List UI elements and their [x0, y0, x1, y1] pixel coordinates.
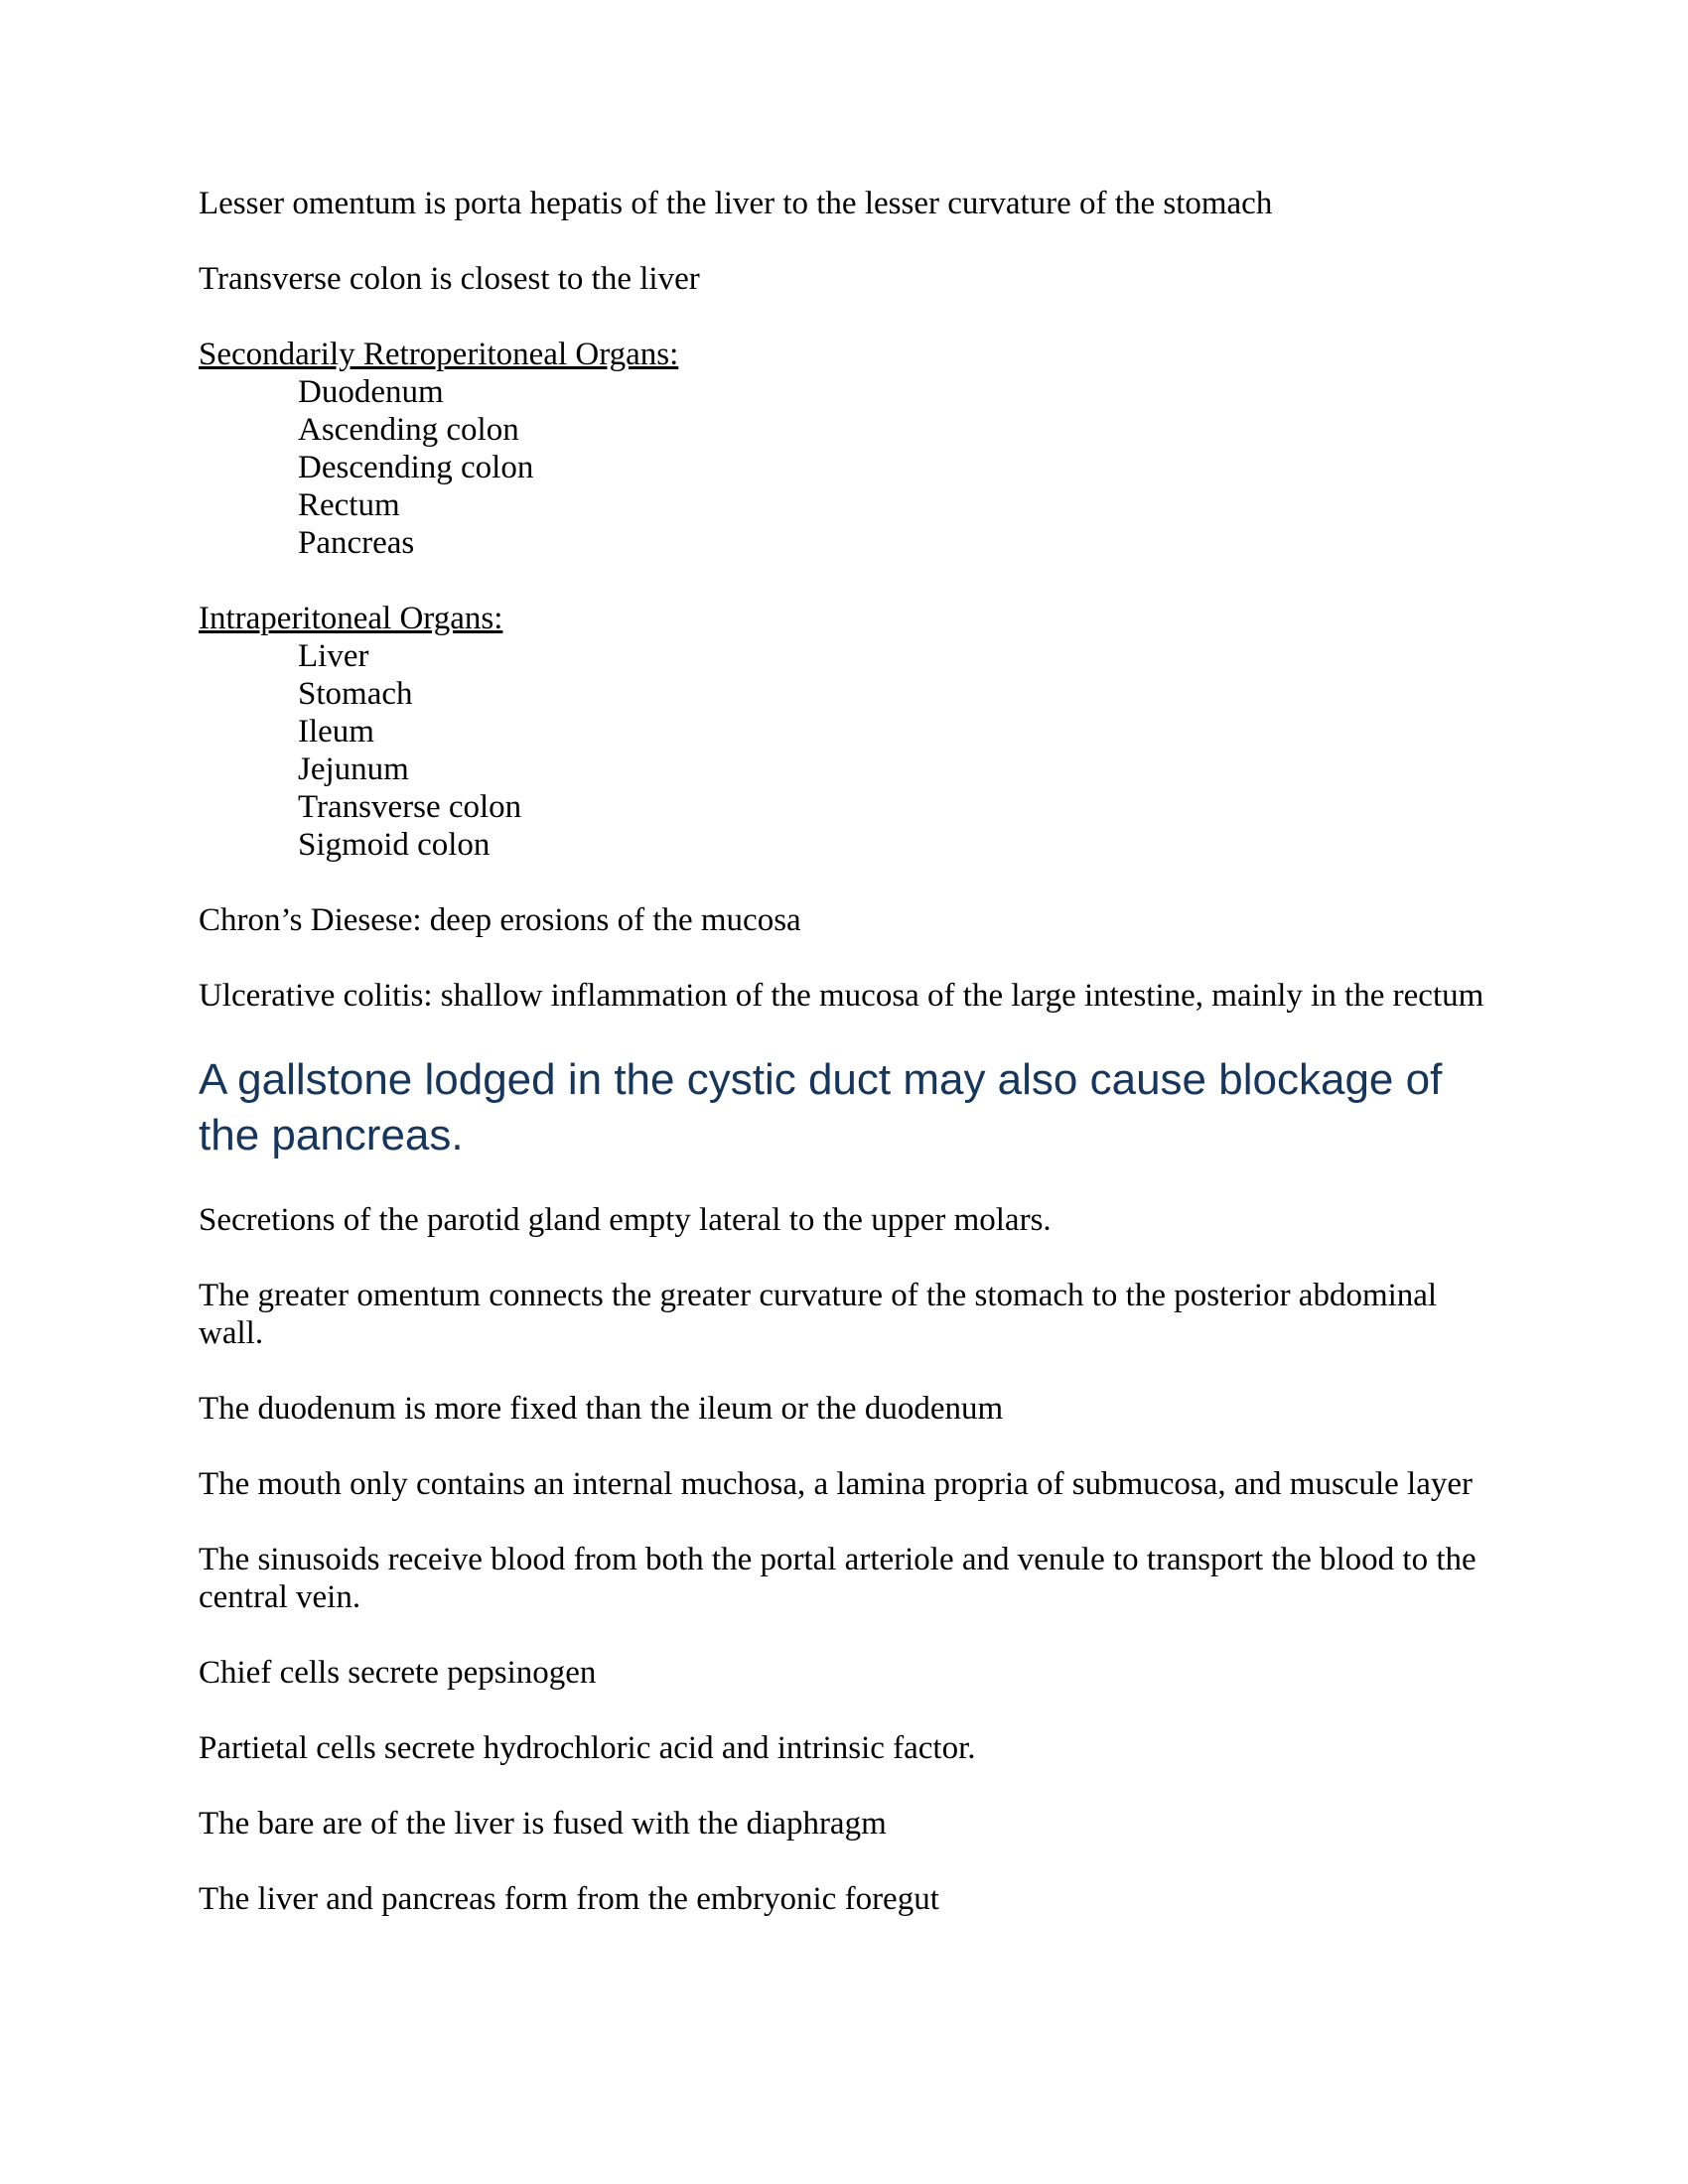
- note-greater-omentum: The greater omentum connects the greater curvature of the stomach to the posterior abdominal wall.: [199, 1278, 1438, 1351]
- note-foregut: The liver and pancreas form from the embryonic foregut: [199, 1881, 939, 1917]
- note-duodenum-fixed: The duodenum is more fixed than the ileum or the duodenum: [199, 1391, 1004, 1427]
- note-chrons-disease: Chron’s Diesese: deep erosions of the mucosa: [199, 902, 801, 938]
- list-item: Rectum: [298, 487, 400, 523]
- note-parotid-gland: Secretions of the parotid gland empty lateral to the upper molars.: [199, 1202, 1052, 1238]
- note-bare-area: The bare are of the liver is fused with the diaphragm: [199, 1806, 887, 1842]
- note-ulcerative-colitis: Ulcerative colitis: shallow inflammation of the mucosa of the large intestine, mainly in the rectum: [199, 978, 1484, 1014]
- list-item: Ileum: [298, 714, 374, 750]
- note-sinusoids: The sinusoids receive blood from both the portal arteriole and venule to transport the blood to the central vein.: [199, 1542, 1477, 1615]
- list-item: Descending colon: [298, 450, 534, 485]
- intraperitoneal-list: [199, 637, 1489, 864]
- secondarily-retroperitoneal-list: [199, 373, 1489, 562]
- list-item: Sigmoid colon: [298, 827, 491, 863]
- gallstone-heading: A gallstone lodged in the cystic duct may also cause blockage of the pancreas.: [199, 1055, 1443, 1160]
- list-item: Liver: [298, 638, 369, 674]
- note-mouth-layers: The mouth only contains an internal muchosa, a lamina propria of submucosa, and muscule layer: [199, 1466, 1473, 1502]
- list-item: Pancreas: [298, 525, 415, 561]
- list-item: Transverse colon: [298, 789, 522, 825]
- note-parietal-cells: Partietal cells secrete hydrochloric acid and intrinsic factor.: [199, 1730, 976, 1766]
- note-chief-cells: Chief cells secrete pepsinogen: [199, 1655, 597, 1691]
- list-item: Ascending colon: [298, 412, 519, 448]
- section-intraperitoneal: [199, 600, 1489, 864]
- list-item: Duodenum: [298, 374, 444, 410]
- list-item: Jejunum: [298, 751, 409, 787]
- secondarily-retroperitoneal-title: Secondarily Retroperitoneal Organs:: [199, 337, 679, 372]
- list-item: Stomach: [298, 676, 413, 712]
- section-secondarily-retroperitoneal: [199, 336, 1489, 562]
- note-transverse-colon: Transverse colon is closest to the liver: [199, 261, 700, 297]
- intraperitoneal-title: Intraperitoneal Organs:: [199, 601, 503, 636]
- note-lesser-omentum: Lesser omentum is porta hepatis of the liver to the lesser curvature of the stomach: [199, 186, 1273, 221]
